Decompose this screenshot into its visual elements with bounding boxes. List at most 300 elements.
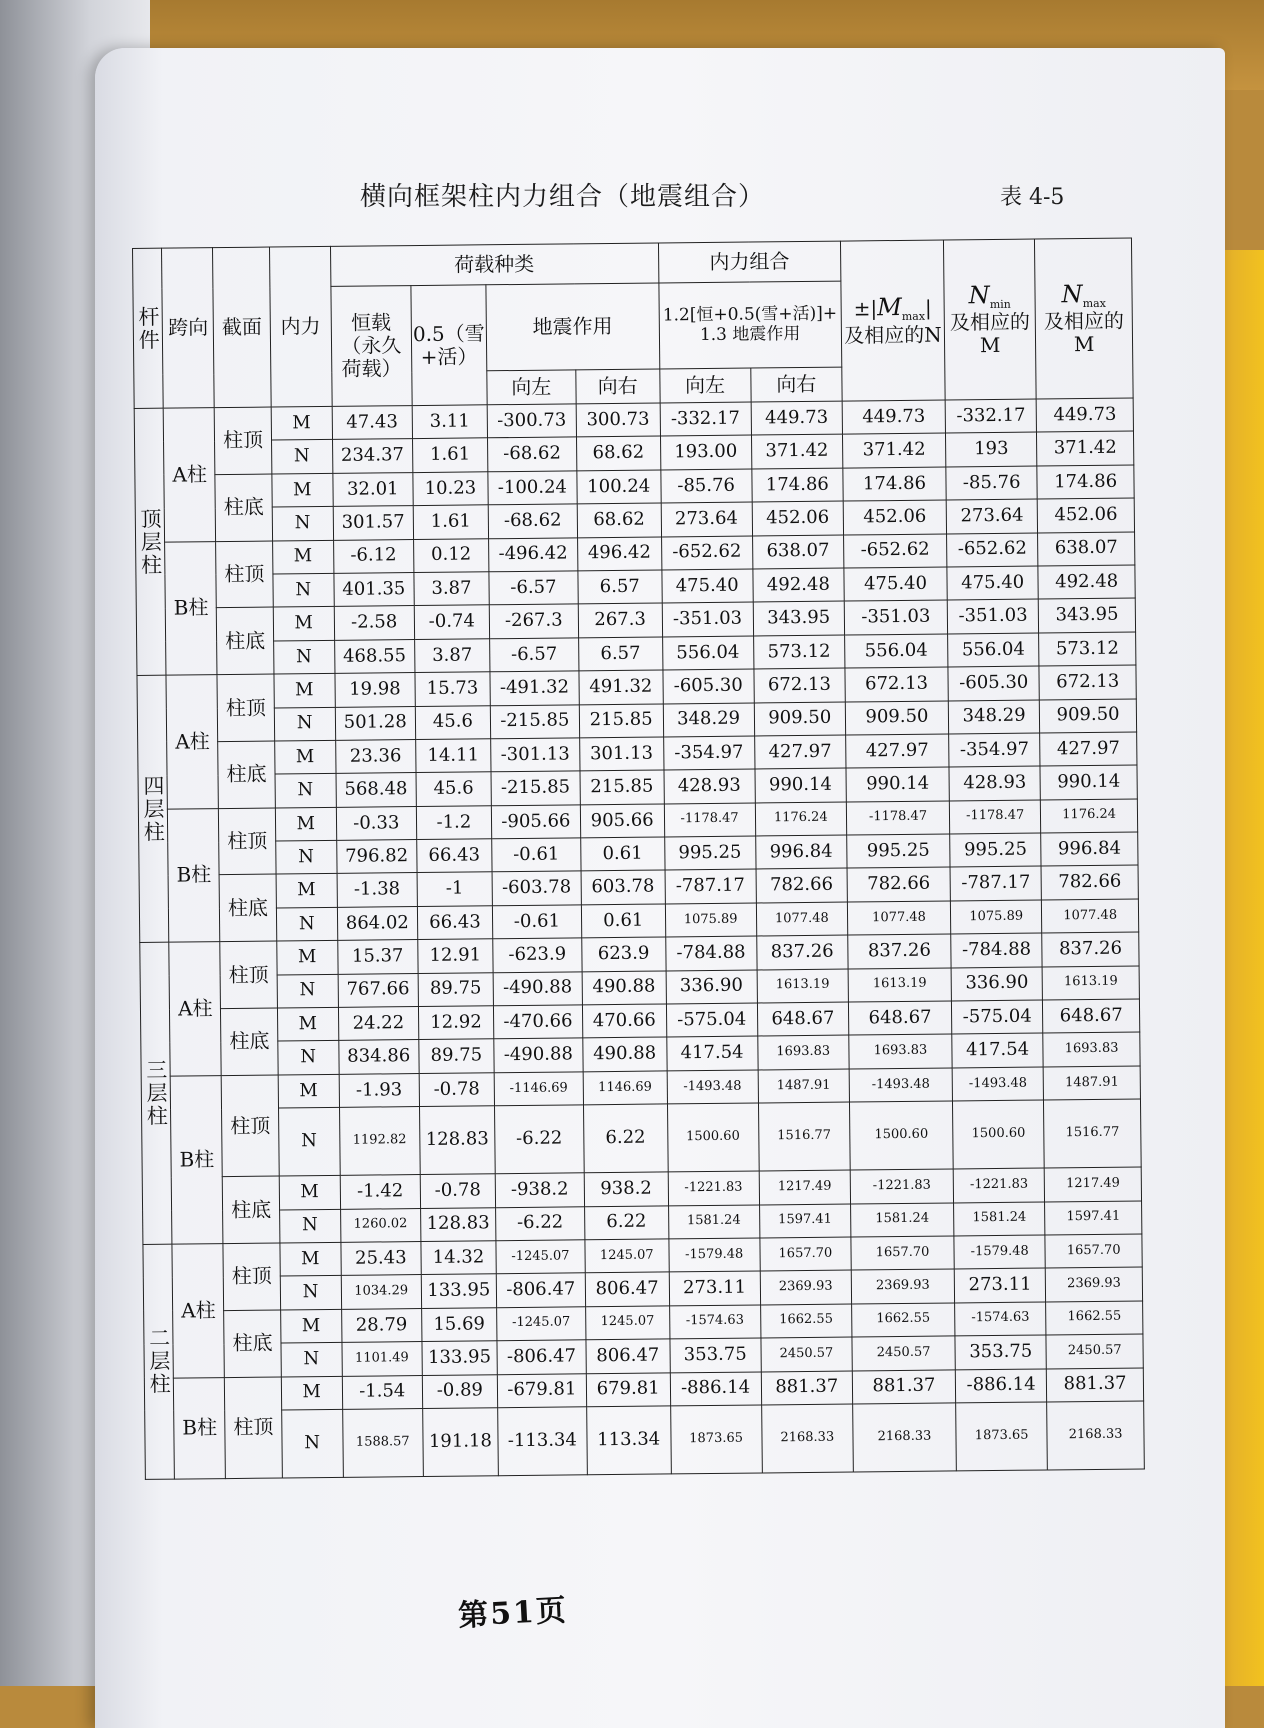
table-cell: 1657.70 — [1045, 1234, 1142, 1268]
table-cell: 909.50 — [754, 702, 846, 736]
table-cell: 2168.33 — [761, 1404, 853, 1473]
table-cell: -300.73 — [487, 404, 576, 438]
table-cell: 336.90 — [951, 967, 1043, 1001]
table-cell: 89.75 — [418, 972, 493, 1006]
force-type: M — [278, 1074, 339, 1108]
table-cell: -351.03 — [947, 599, 1039, 633]
table-cell: -0.89 — [422, 1374, 497, 1408]
force-type: M — [271, 406, 332, 440]
table-cell: -6.57 — [489, 571, 578, 605]
table-cell: 452.06 — [1037, 498, 1134, 532]
table-cell: 371.42 — [842, 433, 946, 467]
table-cell: 371.42 — [1037, 431, 1134, 465]
force-type: N — [278, 1108, 340, 1177]
table-cell: 990.14 — [755, 768, 847, 802]
table-cell: 15.37 — [337, 940, 418, 974]
table-cell: -470.66 — [493, 1005, 582, 1039]
table-cell: 6.57 — [578, 637, 662, 671]
mmax-prefix: ±| — [853, 296, 878, 321]
table-cell: 1693.83 — [1043, 1032, 1140, 1066]
force-type: M — [274, 674, 335, 708]
table-cell: -301.13 — [491, 738, 580, 772]
section-label: 柱底 — [224, 1310, 281, 1377]
table-cell: -6.57 — [489, 638, 578, 672]
force-type: M — [276, 874, 337, 908]
table-cell: 995.25 — [847, 834, 951, 868]
table-cell: 301.57 — [333, 506, 414, 540]
table-cell: 1034.29 — [341, 1275, 422, 1309]
table-cell: 353.75 — [669, 1338, 761, 1372]
table-cell: 1662.55 — [1046, 1301, 1143, 1335]
header-combo-left: 向左 — [659, 368, 751, 403]
table-cell: 1500.60 — [849, 1101, 953, 1170]
table-cell: 990.14 — [846, 767, 950, 801]
header-section: 截面 — [213, 247, 271, 408]
page-title: 横向框架柱内力组合（地震组合） — [360, 182, 766, 212]
mmax-symbol: M — [876, 293, 902, 322]
force-type: M — [272, 473, 333, 507]
table-cell: 428.93 — [949, 766, 1041, 800]
table-cell: -1579.48 — [668, 1238, 760, 1272]
table-cell: 66.43 — [417, 906, 492, 940]
table-cell: 336.90 — [666, 970, 758, 1004]
table-cell: -623.9 — [493, 938, 582, 972]
table-cell: 881.37 — [852, 1369, 956, 1403]
table-cell: 1487.91 — [758, 1069, 850, 1103]
header-nmax — [1035, 238, 1133, 399]
table-cell: -496.42 — [488, 537, 577, 571]
table-row — [145, 1401, 1145, 1479]
section-label: 柱底 — [221, 1008, 278, 1075]
table-cell: 672.13 — [1039, 665, 1136, 699]
table-cell: -886.14 — [955, 1369, 1047, 1403]
table-cell: -351.03 — [662, 602, 754, 636]
table-cell: 881.37 — [1047, 1368, 1144, 1402]
nmax-sub: max — [1082, 296, 1106, 310]
force-type: M — [281, 1376, 342, 1410]
table-cell: 2369.93 — [851, 1269, 955, 1303]
table-cell: 449.73 — [751, 401, 843, 435]
table-cell: 343.95 — [753, 601, 845, 635]
table-cell: 1077.48 — [1042, 899, 1139, 933]
table-cell: -605.30 — [948, 666, 1040, 700]
table-cell: 133.95 — [422, 1341, 497, 1375]
table-cell: 672.13 — [754, 668, 846, 702]
table-row — [142, 1099, 1142, 1177]
force-type: N — [276, 840, 337, 874]
table-cell: 1487.91 — [1043, 1066, 1140, 1100]
table-cell: 25.43 — [341, 1242, 422, 1276]
table-cell: 573.12 — [753, 635, 845, 669]
table-cell: 301.13 — [580, 737, 664, 771]
table-cell: 1873.65 — [956, 1402, 1048, 1471]
table-cell: 1176.24 — [755, 802, 847, 836]
table-cell: 174.86 — [752, 468, 844, 502]
nmax-tail: 及相应的M — [1043, 308, 1125, 357]
column-label: B柱 — [168, 808, 220, 942]
force-type: M — [273, 607, 334, 641]
force-type: M — [275, 807, 336, 841]
force-type: M — [279, 1176, 340, 1210]
table-cell: 806.47 — [585, 1272, 669, 1306]
table-cell: 267.3 — [578, 603, 662, 637]
table-cell: 679.81 — [586, 1372, 670, 1406]
header-combo-right: 向右 — [750, 367, 842, 402]
force-type: N — [280, 1276, 341, 1310]
table-cell: 1245.07 — [586, 1306, 670, 1340]
table-cell: 128.83 — [419, 1106, 495, 1175]
table-cell: 371.42 — [751, 434, 843, 468]
table-cell: 996.84 — [1041, 832, 1138, 866]
table-cell: 496.42 — [577, 537, 661, 571]
table-cell: -1.42 — [340, 1175, 421, 1209]
header-seismic: 地震作用 — [486, 283, 660, 371]
header-seismic-left: 向左 — [487, 370, 576, 405]
header-combo: 内力组合 — [658, 241, 841, 283]
table-cell: 1581.24 — [668, 1205, 760, 1239]
column-label: B柱 — [170, 1075, 223, 1244]
table-cell: 638.07 — [1038, 532, 1135, 566]
header-nmin — [944, 239, 1037, 400]
table-cell: 6.57 — [578, 570, 662, 604]
table-cell: -1.38 — [337, 873, 418, 907]
table-cell: -1178.47 — [664, 803, 756, 837]
table-cell: 19.98 — [335, 673, 416, 707]
column-label: A柱 — [172, 1244, 224, 1378]
force-type: N — [271, 440, 332, 474]
force-type: M — [274, 740, 335, 774]
table-cell: -2.58 — [334, 606, 415, 640]
table-cell: 417.54 — [952, 1033, 1044, 1067]
table-cell: 1500.60 — [667, 1103, 759, 1172]
table-cell: 12.92 — [418, 1006, 493, 1040]
table-cell: 556.04 — [844, 634, 948, 668]
column-label: A柱 — [166, 675, 218, 809]
table-cell: 767.66 — [338, 973, 419, 1007]
table-cell: -1579.48 — [954, 1235, 1046, 1269]
table-cell: -351.03 — [844, 600, 948, 634]
floor-label: 顶层柱 — [134, 408, 166, 675]
table-cell: -1178.47 — [846, 801, 950, 835]
table-cell: 638.07 — [752, 535, 844, 569]
table-cell: 100.24 — [577, 470, 661, 504]
table-cell: 234.37 — [332, 439, 413, 473]
table-cell: -85.76 — [660, 469, 752, 503]
table-cell: -1245.07 — [496, 1240, 585, 1274]
table-cell: 3.11 — [412, 405, 487, 439]
table-cell: 300.73 — [576, 403, 660, 437]
header-seismic-right: 向右 — [576, 369, 660, 404]
table-cell: 501.28 — [335, 706, 416, 740]
table-cell: 348.29 — [948, 700, 1040, 734]
table-cell: -332.17 — [660, 402, 752, 436]
table-cell: -905.66 — [491, 805, 580, 839]
table-cell: 1588.57 — [342, 1408, 423, 1477]
table-cell: 603.78 — [581, 870, 665, 904]
table-cell: 864.02 — [337, 906, 418, 940]
table-cell: -491.32 — [490, 671, 579, 705]
table-cell: 215.85 — [579, 703, 663, 737]
table-cell: 1077.48 — [847, 901, 951, 935]
header-member: 杆件 — [133, 248, 164, 408]
table-cell: 909.50 — [1040, 699, 1137, 733]
table-cell: 909.50 — [845, 700, 949, 734]
section-label: 柱底 — [215, 474, 272, 541]
table-cell: 1.61 — [412, 438, 487, 472]
table-cell: -652.62 — [661, 536, 753, 570]
table-cell: 427.97 — [754, 735, 846, 769]
table-cell: 128.83 — [421, 1207, 496, 1241]
table-cell: 834.86 — [338, 1040, 419, 1074]
header-span: 跨向 — [162, 248, 215, 409]
table-cell: 113.34 — [587, 1406, 671, 1475]
table-cell: -1493.48 — [952, 1067, 1044, 1101]
table-cell: 1657.70 — [760, 1237, 852, 1271]
table-cell: 468.55 — [334, 639, 415, 673]
table-cell: 273.64 — [661, 502, 753, 536]
table-cell: -85.76 — [946, 466, 1038, 500]
table-cell: -6.12 — [333, 539, 414, 573]
section-label: 柱顶 — [219, 808, 276, 875]
table-cell: 1245.07 — [585, 1239, 669, 1273]
table-cell: 623.9 — [582, 937, 666, 971]
table-cell: -1146.69 — [494, 1072, 583, 1106]
force-type: N — [278, 1041, 339, 1075]
table-cell: 1192.82 — [339, 1107, 420, 1176]
nmin-tail: 及相应的M — [949, 309, 1031, 358]
table-cell: -1.2 — [416, 805, 491, 839]
table-cell: 1873.65 — [670, 1405, 762, 1474]
table-cell: 45.6 — [416, 772, 491, 806]
table-cell: 995.25 — [664, 836, 756, 870]
table-cell: 475.40 — [844, 567, 948, 601]
table-cell: 490.88 — [582, 971, 666, 1005]
table-cell: 556.04 — [662, 636, 754, 670]
table-cell: 449.73 — [842, 400, 946, 434]
force-type: N — [272, 507, 333, 541]
table-cell: 1217.49 — [759, 1170, 851, 1204]
section-label: 柱底 — [223, 1176, 280, 1243]
table-cell: 1662.55 — [852, 1303, 956, 1337]
header-live: 0.5（雪+活） — [411, 285, 487, 406]
table-cell: 1077.48 — [756, 902, 848, 936]
table-cell: 273.64 — [946, 499, 1038, 533]
table-cell: 568.48 — [336, 773, 417, 807]
table-cell: 490.88 — [583, 1037, 667, 1071]
force-type: M — [277, 941, 338, 975]
table-cell: 938.2 — [584, 1172, 668, 1206]
table-cell: -267.3 — [489, 604, 578, 638]
table-cell: 837.26 — [756, 935, 848, 969]
table-cell: -332.17 — [945, 399, 1037, 433]
section-label: 柱顶 — [223, 1243, 280, 1310]
table-cell: -490.88 — [493, 971, 582, 1005]
table-cell: -787.17 — [950, 866, 1042, 900]
force-type: N — [273, 640, 334, 674]
table-cell: 45.6 — [415, 705, 490, 739]
table-cell: -679.81 — [497, 1373, 586, 1407]
table-cell: 990.14 — [1040, 765, 1137, 799]
table-cell: 427.97 — [846, 734, 950, 768]
table-cell: 2369.93 — [1046, 1267, 1143, 1301]
table-cell: 427.97 — [1040, 732, 1137, 766]
table-cell: 837.26 — [848, 934, 952, 968]
table-cell: 1581.24 — [850, 1203, 954, 1237]
force-type: M — [277, 1007, 338, 1041]
table-cell: -1221.83 — [953, 1168, 1045, 1202]
table-container — [132, 238, 1146, 1560]
table-cell: 273.11 — [954, 1268, 1046, 1302]
table-cell: -490.88 — [494, 1038, 583, 1072]
table-cell: 648.67 — [848, 1001, 952, 1035]
table-cell: 782.66 — [1041, 865, 1138, 899]
table-cell: 417.54 — [666, 1036, 758, 1070]
force-type: N — [279, 1209, 340, 1243]
table-cell: -1493.48 — [849, 1068, 953, 1102]
table-cell: -1221.83 — [668, 1171, 760, 1205]
table-cell: -354.97 — [949, 733, 1041, 767]
table-cell: 1516.77 — [758, 1102, 850, 1171]
table-cell: 10.23 — [413, 472, 488, 506]
table-cell: 806.47 — [586, 1339, 670, 1373]
table-cell: 1260.02 — [340, 1208, 421, 1242]
table-cell: 452.06 — [752, 501, 844, 535]
table-cell: 348.29 — [663, 703, 755, 737]
table-cell: 193 — [946, 432, 1038, 466]
table-cell: -1574.63 — [669, 1305, 761, 1339]
table-cell: 556.04 — [948, 633, 1040, 667]
table-cell: 648.67 — [757, 1002, 849, 1036]
section-label: 柱顶 — [222, 1075, 280, 1177]
table-cell: -0.33 — [336, 806, 417, 840]
table-cell: 1613.19 — [757, 969, 849, 1003]
header-combo-formula: 1.2[恒+0.5(雪+活)]+1.3 地震作用 — [658, 281, 841, 369]
table-cell: -605.30 — [662, 669, 754, 703]
table-cell: 995.25 — [950, 833, 1042, 867]
table-cell: 1176.24 — [1041, 799, 1138, 833]
table-cell: 672.13 — [845, 667, 949, 701]
table-cell: 1.61 — [413, 505, 488, 539]
table-cell: 12.91 — [418, 939, 493, 973]
force-type: N — [273, 573, 334, 607]
table-cell: 475.40 — [661, 569, 753, 603]
table-cell: -215.85 — [490, 704, 579, 738]
table-cell: 24.22 — [338, 1007, 419, 1041]
table-cell: -1221.83 — [850, 1169, 954, 1203]
nmin-symbol: N — [968, 280, 990, 309]
table-cell: 2369.93 — [760, 1270, 852, 1304]
table-cell: 648.67 — [1043, 999, 1140, 1033]
table-cell: 1075.89 — [950, 900, 1042, 934]
table-cell: 353.75 — [955, 1335, 1047, 1369]
header-mmax — [840, 240, 945, 401]
table-cell: 492.48 — [753, 568, 845, 602]
header-load-types: 荷载种类 — [330, 243, 658, 286]
table-cell: -0.61 — [492, 905, 581, 939]
table-cell: 905.66 — [580, 804, 664, 838]
table-cell: 1597.41 — [1045, 1201, 1142, 1235]
force-type: N — [281, 1343, 342, 1377]
nmin-sub: min — [989, 297, 1011, 311]
table-cell: 0.61 — [581, 837, 665, 871]
table-cell: 6.22 — [583, 1104, 667, 1173]
floor-label: 三层柱 — [140, 942, 172, 1244]
table-cell: -806.47 — [496, 1273, 585, 1307]
header-force: 内力 — [269, 246, 331, 407]
table-cell: 23.36 — [335, 739, 416, 773]
table-cell: 2450.57 — [1046, 1334, 1143, 1368]
table-cell: 996.84 — [755, 835, 847, 869]
nmax-symbol: N — [1061, 279, 1083, 308]
table-cell: 273.11 — [669, 1271, 761, 1305]
table-cell: 837.26 — [1042, 932, 1139, 966]
table-cell: 1613.19 — [1042, 966, 1139, 1000]
force-type: N — [281, 1409, 343, 1478]
table-cell: 1581.24 — [954, 1202, 1046, 1236]
table-cell: -886.14 — [670, 1372, 762, 1406]
table-cell: 1597.41 — [759, 1204, 851, 1238]
table-cell: -1 — [417, 872, 492, 906]
table-cell: 14.32 — [421, 1241, 496, 1275]
table-cell: -113.34 — [498, 1407, 588, 1476]
table-cell: -100.24 — [488, 471, 577, 505]
column-label: B柱 — [165, 541, 217, 675]
force-type: M — [280, 1242, 341, 1276]
mmax-suffix: | — [924, 295, 932, 320]
section-label: 柱顶 — [220, 941, 277, 1008]
table-cell: 1693.83 — [849, 1034, 953, 1068]
table-cell: 133.95 — [421, 1274, 496, 1308]
table-cell: -652.62 — [947, 533, 1039, 567]
table-cell: -806.47 — [497, 1340, 586, 1374]
table-cell: -0.74 — [414, 605, 489, 639]
table-cell: -652.62 — [843, 534, 947, 568]
table-cell: 1075.89 — [665, 903, 757, 937]
table-cell: 782.66 — [847, 867, 951, 901]
table-cell: 47.43 — [332, 406, 413, 440]
table-cell: 2450.57 — [852, 1336, 956, 1370]
table-cell: -575.04 — [951, 1000, 1043, 1034]
table-cell: 32.01 — [332, 472, 413, 506]
table-cell: 470.66 — [582, 1004, 666, 1038]
table-cell: -68.62 — [488, 504, 577, 538]
force-type: N — [275, 774, 336, 808]
table-cell: 401.35 — [334, 573, 415, 607]
table-cell: 491.32 — [579, 670, 663, 704]
table-cell: 215.85 — [580, 770, 664, 804]
table-cell: 66.43 — [417, 839, 492, 873]
table-cell: 1217.49 — [1044, 1167, 1141, 1201]
force-type: N — [276, 907, 337, 941]
column-label: A柱 — [163, 408, 215, 542]
table-cell: 343.95 — [1038, 598, 1135, 632]
section-label: 柱底 — [218, 741, 275, 808]
table-cell: 0.61 — [581, 904, 665, 938]
table-cell: 1657.70 — [851, 1236, 955, 1270]
force-type: N — [274, 707, 335, 741]
floor-label: 二层柱 — [143, 1244, 175, 1479]
section-label: 柱顶 — [216, 541, 273, 608]
table-cell: -1245.07 — [496, 1307, 585, 1341]
table-cell: -68.62 — [487, 437, 576, 471]
table-cell: 174.86 — [843, 467, 947, 501]
table-cell: -6.22 — [495, 1206, 584, 1240]
table-cell: -938.2 — [495, 1173, 584, 1207]
table-cell: 782.66 — [756, 869, 848, 903]
column-label: A柱 — [169, 942, 221, 1076]
table-cell: 89.75 — [419, 1039, 494, 1073]
table-cell: 28.79 — [341, 1308, 422, 1342]
